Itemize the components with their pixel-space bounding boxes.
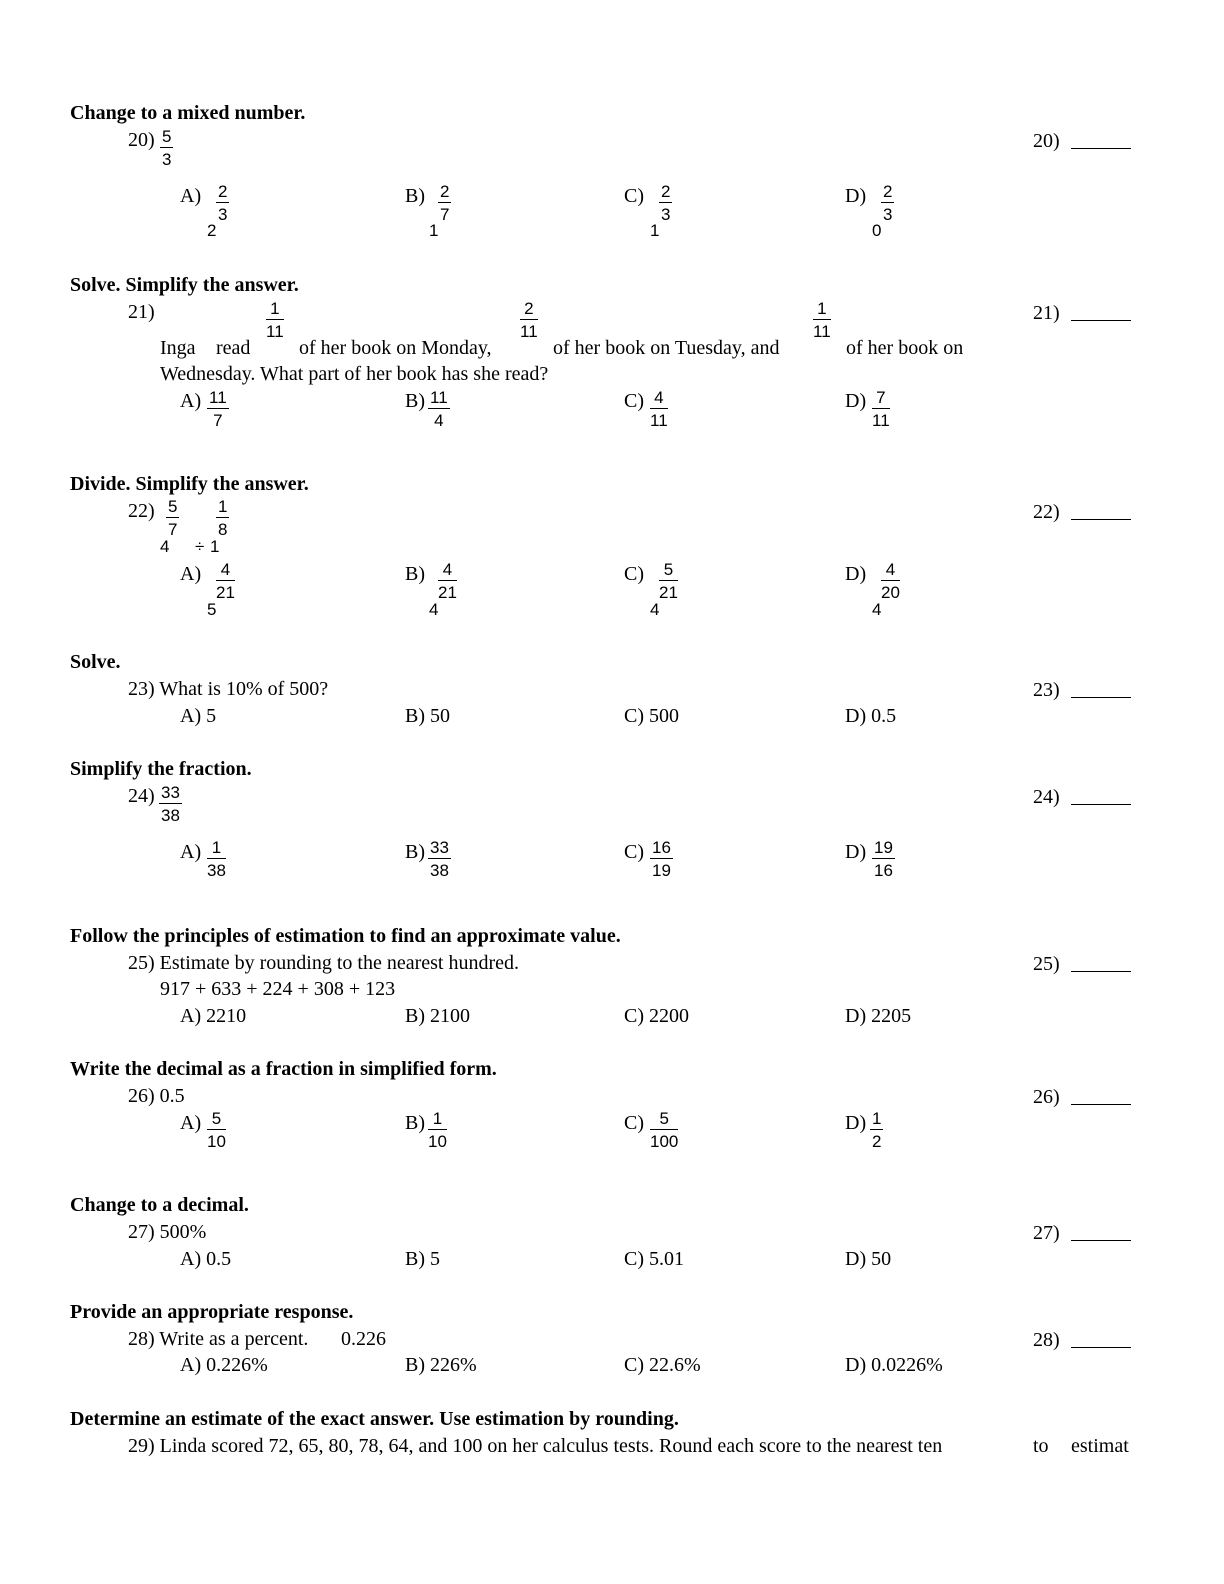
option-a-label[interactable]: A) xyxy=(180,563,202,585)
answer-blank[interactable] xyxy=(1071,804,1131,805)
option-c-whole: 1 xyxy=(650,221,660,240)
option-a-whole: 2 xyxy=(207,221,217,240)
option-c-fraction: $\frac{4}{11}$ xyxy=(650,388,668,430)
answer-number: 23) xyxy=(1033,679,1060,701)
option-c-fraction: $\frac{5}{100}$ xyxy=(650,1109,679,1151)
option-d-label[interactable]: D) xyxy=(845,1112,867,1134)
option-d-label[interactable]: D) xyxy=(845,563,867,585)
question-fraction: $\frac{33}{38}$ xyxy=(161,783,180,825)
option-d-whole: 4 xyxy=(872,600,882,619)
option-d-label[interactable]: D) xyxy=(845,841,867,863)
question-fraction: $\frac{5}{7}$ xyxy=(168,497,178,539)
answer-blank[interactable] xyxy=(1071,148,1131,149)
option-a-label[interactable]: A) xyxy=(180,390,202,412)
question-text: 27) 500% xyxy=(128,1221,207,1243)
option-d[interactable]: D) 50 xyxy=(845,1248,892,1270)
section-heading: Change to a decimal. xyxy=(70,1194,249,1216)
answer-number: 25) xyxy=(1033,953,1060,975)
option-d[interactable]: D) 2205 xyxy=(845,1005,912,1027)
answer-number: 28) xyxy=(1033,1329,1060,1351)
question-text: 23) What is 10% of 500? xyxy=(128,678,329,700)
option-a-label[interactable]: A) xyxy=(180,841,202,863)
question-number: 20) xyxy=(128,129,155,151)
section-heading: Solve. xyxy=(70,651,121,673)
question-whole: 1 xyxy=(210,537,220,556)
question-text: of her book on Monday, xyxy=(299,337,492,359)
option-b-whole: 1 xyxy=(429,221,439,240)
option-a-fraction: $\frac{2}{3}$ xyxy=(218,182,228,224)
option-b-whole: 4 xyxy=(429,600,439,619)
option-a-label[interactable]: A) xyxy=(180,1112,202,1134)
option-d-label[interactable]: D) xyxy=(845,185,867,207)
option-b-fraction: $\frac{1}{10}$ xyxy=(428,1109,447,1151)
option-d-fraction: $\frac{2}{3}$ xyxy=(883,182,893,224)
section-heading: Solve. Simplify the answer. xyxy=(70,274,299,296)
option-a-fraction: $\frac{1}{38}$ xyxy=(207,838,226,880)
option-b-label[interactable]: B) xyxy=(405,563,425,585)
question-text-tail: estimat xyxy=(1071,1435,1129,1457)
question-fraction: $\frac{1}{8}$ xyxy=(218,497,228,539)
section-heading: Write the decimal as a fraction in simplified form. xyxy=(70,1058,497,1080)
section-heading: Simplify the fraction. xyxy=(70,758,252,780)
question-fraction: $\frac{5}{3}$ xyxy=(162,127,172,169)
option-c-label[interactable]: C) xyxy=(624,390,644,412)
option-b[interactable]: B) 5 xyxy=(405,1248,440,1270)
question-value: 0.226 xyxy=(341,1328,386,1350)
option-b-fraction: $\frac{11}{4}$ xyxy=(430,388,448,430)
option-a[interactable]: A) 0.5 xyxy=(180,1248,232,1270)
option-d-fraction: $\frac{7}{11}$ xyxy=(872,388,890,430)
option-c-fraction: $\frac{2}{3}$ xyxy=(661,182,671,224)
option-b[interactable]: B) 226% xyxy=(405,1354,477,1376)
answer-blank[interactable] xyxy=(1071,519,1131,520)
option-d-whole: 0 xyxy=(872,221,882,240)
option-b-fraction: $\frac{33}{38}$ xyxy=(430,838,449,880)
option-a-fraction: $\frac{4}{21}$ xyxy=(216,560,235,602)
answer-blank[interactable] xyxy=(1071,1347,1131,1348)
option-b-fraction: $\frac{2}{7}$ xyxy=(440,182,450,224)
option-a-label[interactable]: A) xyxy=(180,185,202,207)
question-text: 28) Write as a percent. xyxy=(128,1328,309,1350)
option-d[interactable]: D) 0.0226% xyxy=(845,1354,943,1376)
answer-number: 24) xyxy=(1033,786,1060,808)
option-c[interactable]: C) 5.01 xyxy=(624,1248,684,1270)
question-text: read xyxy=(216,337,251,359)
option-c-fraction: $\frac{5}{21}$ xyxy=(659,560,678,602)
divide-sign: ÷ xyxy=(195,537,205,556)
option-c[interactable]: C) 22.6% xyxy=(624,1354,701,1376)
option-c-label[interactable]: C) xyxy=(624,841,644,863)
question-number: 22) xyxy=(128,500,155,522)
option-c-fraction: $\frac{16}{19}$ xyxy=(652,838,671,880)
question-whole: 4 xyxy=(160,537,170,556)
inline-fraction: $\frac{1}{11}$ xyxy=(813,299,831,341)
option-c-label[interactable]: C) xyxy=(624,1112,644,1134)
section-heading: Change to a mixed number. xyxy=(70,102,306,124)
question-number: 21) xyxy=(128,301,155,323)
option-d-fraction: $\frac{1}{2}$ xyxy=(872,1109,882,1151)
option-c-label[interactable]: C) xyxy=(624,185,644,207)
option-b-label[interactable]: B) xyxy=(405,390,425,412)
inline-fraction: $\frac{1}{11}$ xyxy=(266,299,284,341)
option-c-label[interactable]: C) xyxy=(624,563,644,585)
option-a[interactable]: A) 0.226% xyxy=(180,1354,268,1376)
question-text: Inga xyxy=(160,337,196,359)
question-text: 26) 0.5 xyxy=(128,1085,185,1107)
option-a[interactable]: A) 2210 xyxy=(180,1005,247,1027)
answer-blank[interactable] xyxy=(1071,971,1131,972)
answer-blank[interactable] xyxy=(1071,697,1131,698)
option-b-label[interactable]: B) xyxy=(405,1112,425,1134)
answer-blank[interactable] xyxy=(1071,1104,1131,1105)
option-a[interactable]: A) 5 xyxy=(180,705,217,727)
question-text: Wednesday. What part of her book has she read? xyxy=(160,363,549,385)
option-c[interactable]: C) 2200 xyxy=(624,1005,689,1027)
section-heading: Divide. Simplify the answer. xyxy=(70,473,309,495)
option-a-whole: 5 xyxy=(207,600,217,619)
option-c-whole: 4 xyxy=(650,600,660,619)
option-b[interactable]: B) 50 xyxy=(405,705,450,727)
option-d-fraction: $\frac{4}{20}$ xyxy=(881,560,900,602)
section-heading: Provide an appropriate response. xyxy=(70,1301,354,1323)
section-heading: Follow the principles of estimation to find an approximate value. xyxy=(70,925,621,947)
option-c[interactable]: C) 500 xyxy=(624,705,679,727)
question-text: 29) Linda scored 72, 65, 80, 78, 64, and 100 on her calculus tests. Round each score to the nearest ten xyxy=(128,1435,943,1457)
answer-number: 27) xyxy=(1033,1222,1060,1244)
option-b-label[interactable]: B) xyxy=(405,185,425,207)
question-text: of her book on Tuesday, and xyxy=(553,337,780,359)
question-number: 24) xyxy=(128,785,155,807)
section-heading: Determine an estimate of the exact answer. Use estimation by rounding. xyxy=(70,1408,679,1430)
inline-fraction: $\frac{2}{11}$ xyxy=(520,299,538,341)
answer-number: 22) xyxy=(1033,501,1060,523)
question-text: 25) Estimate by rounding to the nearest hundred. xyxy=(128,952,520,974)
option-a-fraction: $\frac{5}{10}$ xyxy=(207,1109,226,1151)
answer-blank[interactable] xyxy=(1071,1240,1131,1241)
answer-number: 20) xyxy=(1033,130,1060,152)
option-b-fraction: $\frac{4}{21}$ xyxy=(438,560,457,602)
option-d-label[interactable]: D) xyxy=(845,390,867,412)
question-text-tail: to xyxy=(1033,1435,1049,1457)
answer-blank[interactable] xyxy=(1071,320,1131,321)
option-b[interactable]: B) 2100 xyxy=(405,1005,470,1027)
question-expression: 917 + 633 + 224 + 308 + 123 xyxy=(160,978,396,1000)
option-d[interactable]: D) 0.5 xyxy=(845,705,897,727)
option-a-fraction: $\frac{11}{7}$ xyxy=(209,388,227,430)
option-d-fraction: $\frac{19}{16}$ xyxy=(874,838,893,880)
question-text: of her book on xyxy=(846,337,964,359)
answer-number: 21) xyxy=(1033,302,1060,324)
option-b-label[interactable]: B) xyxy=(405,841,425,863)
answer-number: 26) xyxy=(1033,1086,1060,1108)
